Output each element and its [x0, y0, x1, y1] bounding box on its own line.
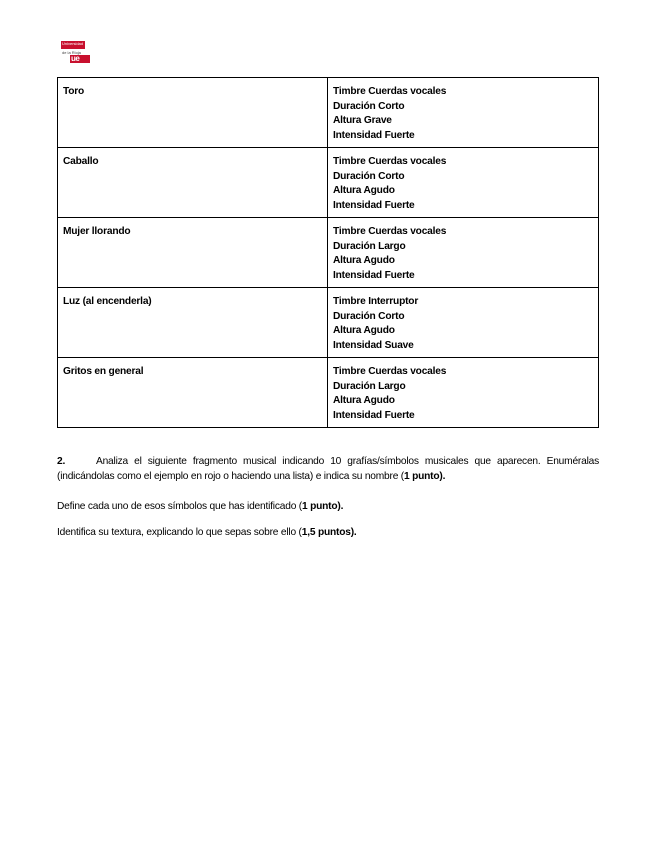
quality-duracion: Duración Corto [333, 170, 405, 182]
define-symbols-paragraph [57, 499, 599, 514]
quality-timbre: Timbre Cuerdas vocales [333, 156, 447, 167]
sound-name-cell [58, 78, 328, 148]
sound-name-cell [58, 288, 328, 358]
question-2-end: ). [439, 471, 446, 482]
sound-qualities-cell [328, 78, 599, 148]
quality-intensidad: Intensidad Fuerte [333, 269, 415, 281]
quality-duracion: Duración Largo [333, 240, 406, 252]
sound-name: Mujer llorando [63, 226, 131, 237]
quality-duracion: Duración Corto [333, 100, 405, 112]
question-2-points: 1 punto [404, 471, 440, 482]
sound-name-cell [58, 148, 328, 218]
quality-timbre: Timbre Cuerdas vocales [333, 226, 447, 237]
texture-points: 1,5 puntos [301, 527, 351, 538]
sound-qualities-cell [328, 148, 599, 218]
question-2-text: Analiza el siguiente fragmento musical indicando 10 grafías/símbolos musicales que aparecen. Enuméralas (indicándolas como el ejemplo en rojo o haciendo una lista) e indica su nombre ( [57, 456, 599, 482]
sound-qualities-cell [328, 358, 599, 428]
table-row [58, 358, 599, 428]
quality-altura: Altura Agudo [333, 255, 395, 266]
table-row [58, 78, 599, 148]
table-row [58, 288, 599, 358]
texture-end: ). [350, 527, 357, 538]
quality-altura: Altura Agudo [333, 325, 395, 336]
sound-qualities-cell [328, 218, 599, 288]
question-number: 2. [57, 456, 66, 467]
quality-intensidad: Intensidad Fuerte [333, 409, 415, 421]
sound-name: Luz (al encenderla) [63, 296, 152, 307]
table-row [58, 218, 599, 288]
sound-name-cell [58, 218, 328, 288]
define-points: 1 punto [301, 501, 338, 512]
quality-intensidad: Intensidad Fuerte [333, 199, 415, 211]
quality-altura: Altura Grave [333, 115, 392, 126]
quality-duracion: Duración Corto [333, 310, 405, 322]
question-2-paragraph [57, 454, 599, 484]
quality-timbre: Timbre Cuerdas vocales [333, 86, 447, 97]
quality-intensidad: Intensidad Suave [333, 339, 414, 351]
logo-mark-text: ue [71, 54, 80, 63]
sound-name: Caballo [63, 156, 99, 167]
university-logo [61, 41, 91, 63]
logo-small-text-2: de la Rioja [62, 50, 81, 55]
sound-name: Gritos en general [63, 366, 144, 377]
quality-altura: Altura Agudo [333, 395, 395, 406]
texture-text: Identifica su textura, explicando lo que sepas sobre ello ( [57, 527, 302, 538]
define-end: ). [337, 501, 344, 512]
quality-timbre: Timbre Interruptor [333, 296, 419, 307]
sound-qualities-cell [328, 288, 599, 358]
quality-timbre: Timbre Cuerdas vocales [333, 366, 447, 377]
sound-name-cell [58, 358, 328, 428]
quality-intensidad: Intensidad Fuerte [333, 129, 415, 141]
quality-duracion: Duración Largo [333, 380, 406, 392]
quality-altura: Altura Agudo [333, 185, 395, 196]
define-text: Define cada uno de esos símbolos que has identificado ( [57, 501, 302, 512]
texture-paragraph [57, 525, 599, 540]
logo-small-text-1: Universidad [62, 41, 84, 46]
table-row [58, 148, 599, 218]
sound-name: Toro [63, 86, 85, 97]
sound-qualities-table [57, 77, 599, 428]
